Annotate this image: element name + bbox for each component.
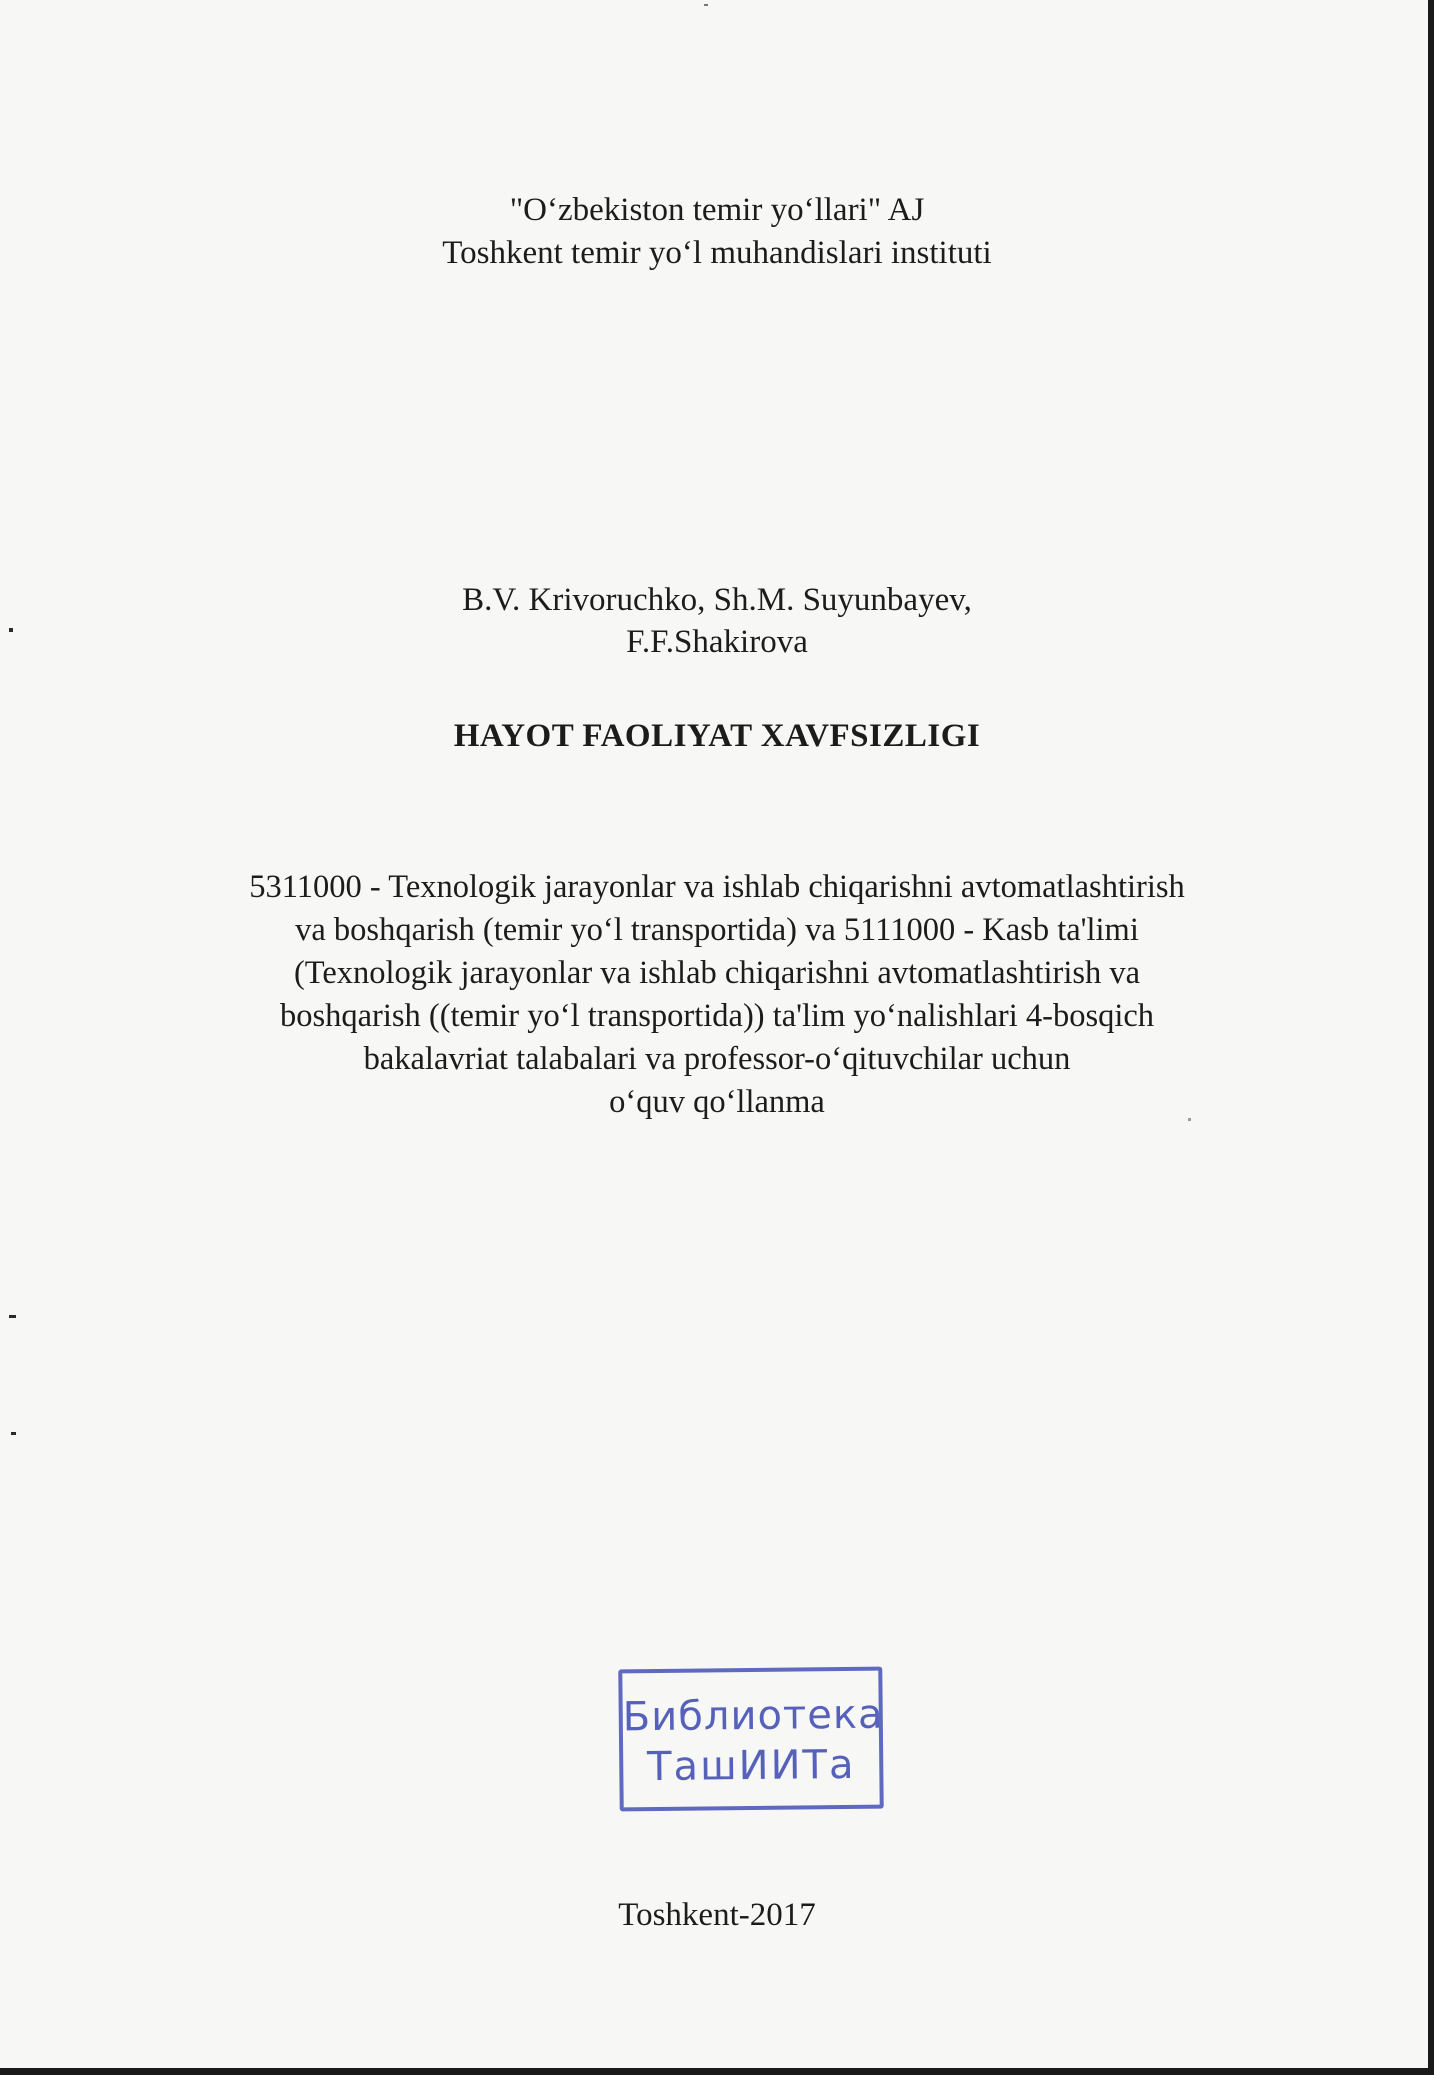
scan-speck — [9, 1315, 16, 1318]
authors-line-1: B.V. Krivoruchko, Sh.M. Suyunbayev, — [462, 582, 972, 618]
stamp-line-1: Библиотека — [622, 1691, 884, 1741]
authors-line-2: F.F.Shakirova — [626, 624, 808, 660]
scan-speck — [1188, 1118, 1191, 1121]
description-line-5: bakalavriat talabalari va professor-o‘qituvchilar uchun — [363, 1041, 1071, 1077]
scan-speck — [9, 628, 13, 632]
institute-line: Toshkent temir yo‘l muhandislari instituti — [442, 235, 992, 271]
scan-edge-right — [1428, 0, 1434, 2075]
scan-edge-bottom — [0, 2068, 1434, 2075]
stamp-line-2: ТашИИТа — [646, 1741, 856, 1791]
place-year: Toshkent-2017 — [618, 1897, 816, 1933]
organization-line: "O‘zbekiston temir yo‘llari" AJ — [509, 192, 925, 228]
library-stamp — [618, 1667, 883, 1812]
scan-speck — [11, 1432, 16, 1435]
description-line-3: (Texnologik jarayonlar va ishlab chiqarishni avtomatlashtirish va — [293, 955, 1141, 991]
description-line-2: va boshqarish (temir yo‘l transportida) va 5111000 - Kasb ta'limi — [295, 912, 1139, 948]
scan-speck — [704, 4, 708, 6]
book-title: HAYOT FAOLIYAT XAVFSIZLIGI — [453, 718, 981, 754]
description-line-6: o‘quv qo‘llanma — [609, 1084, 825, 1120]
description-line-4: boshqarish ((temir yo‘l transportida)) ta'lim yo‘nalishlari 4-bosqich — [279, 998, 1155, 1034]
description-line-1: 5311000 - Texnologik jarayonlar va ishlab chiqarishni avtomatlashtirish — [249, 869, 1185, 905]
